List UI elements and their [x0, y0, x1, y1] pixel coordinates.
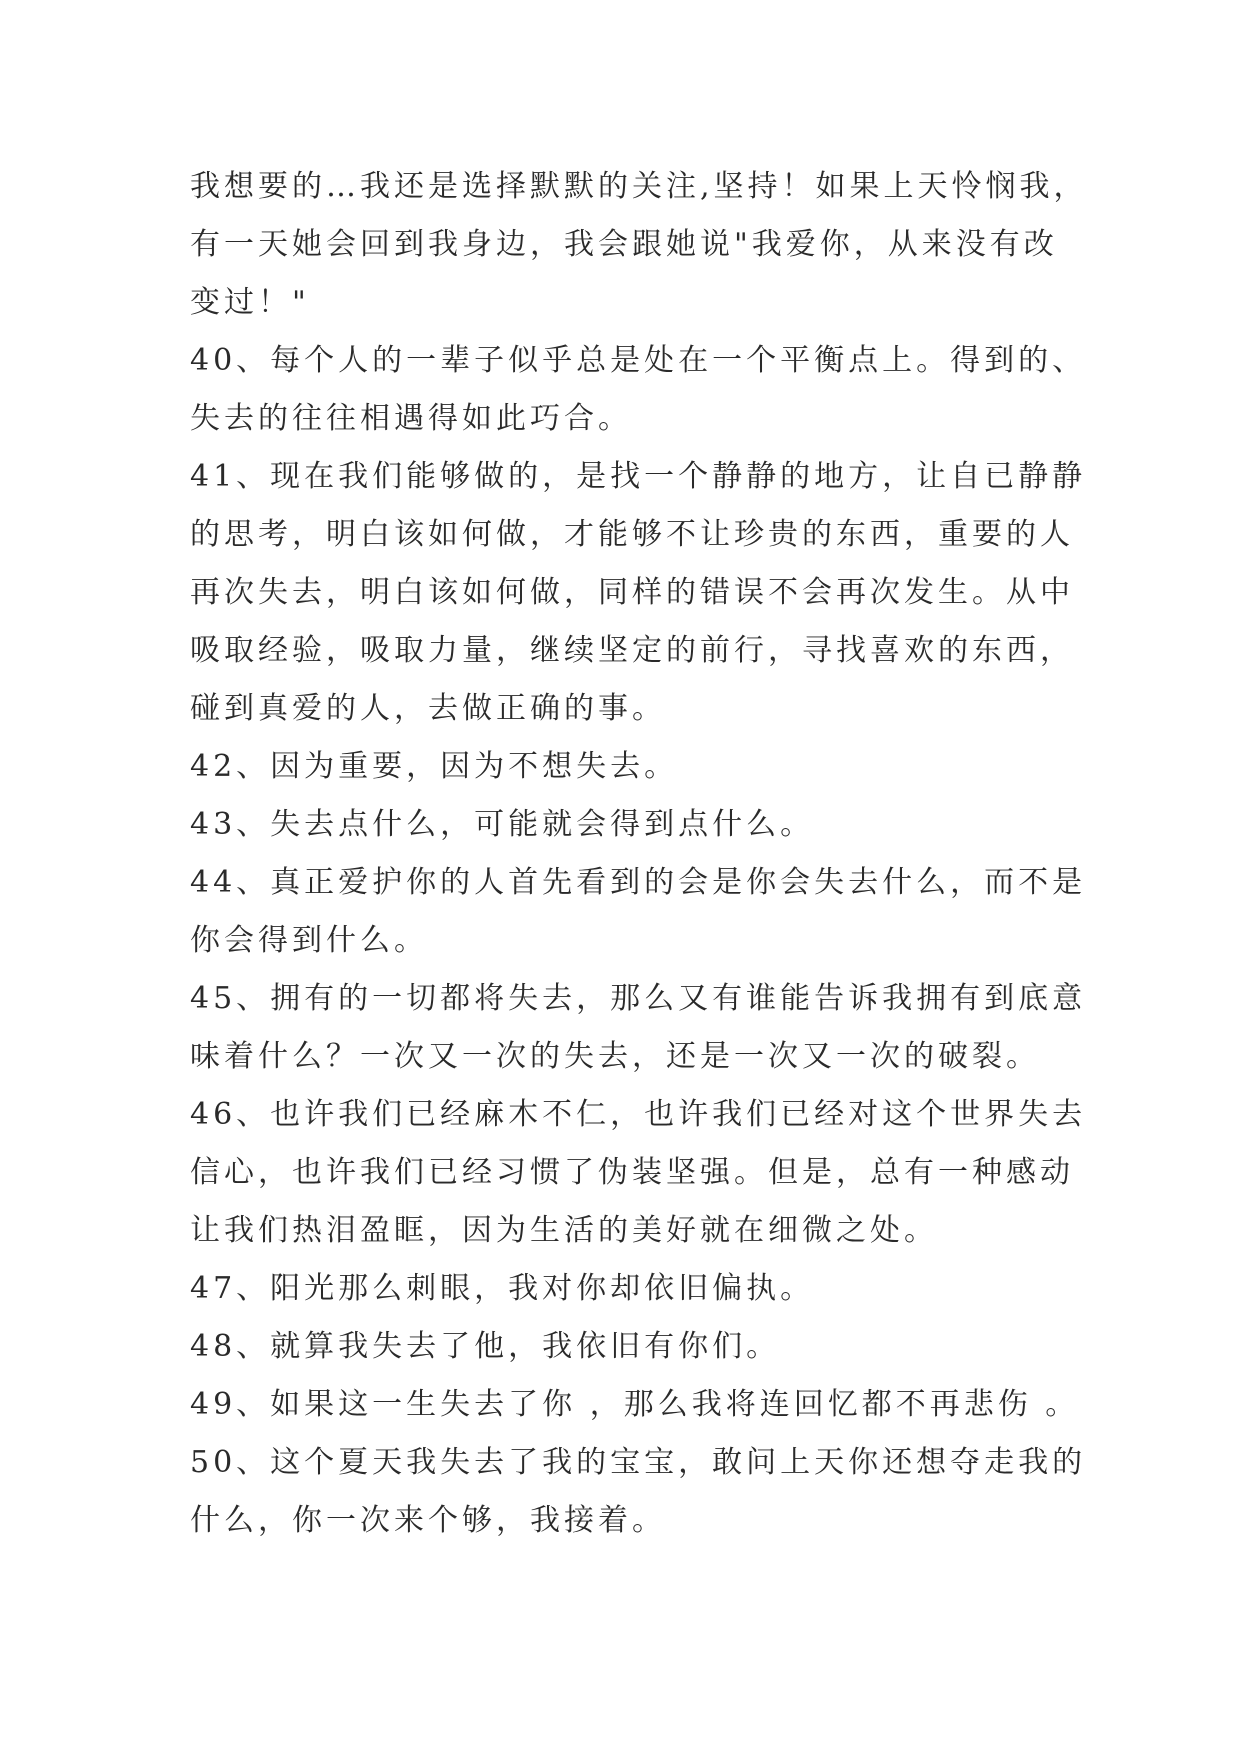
text-line: 吸取经验，吸取力量，继续坚定的前行，寻找喜欢的东西，: [190, 633, 1074, 668]
text-line: 碰到真爱的人，去做正确的事。: [190, 691, 666, 726]
text-line: 有一天她会回到我身边，我会跟她说"我爱你，从来没有改: [190, 227, 1058, 262]
text-line: 我想要的…我还是选择默默的关注,坚持！如果上天怜悯我，: [190, 169, 1088, 204]
text-line: 45、拥有的一切都将失去，那么又有谁能告诉我拥有到底意: [190, 981, 1087, 1016]
text-line: 味着什么？一次又一次的失去，还是一次又一次的破裂。: [190, 1039, 1040, 1074]
document-body: [190, 158, 1090, 1550]
text-line: 40、每个人的一辈子似乎总是处在一个平衡点上。得到的、: [190, 343, 1087, 378]
text-line: 42、因为重要，因为不想失去。: [190, 749, 679, 784]
text-line: 44、真正爱护你的人首先看到的会是你会失去什么，而不是: [190, 865, 1087, 900]
text-line: 43、失去点什么，可能就会得到点什么。: [190, 807, 815, 842]
text-line: 让我们热泪盈眶，因为生活的美好就在细微之处。: [190, 1213, 938, 1248]
text-line: 47、阳光那么刺眼，我对你却依旧偏执。: [190, 1271, 815, 1306]
text-line: 48、就算我失去了他，我依旧有你们。: [190, 1329, 781, 1364]
text-line: 41、现在我们能够做的，是找一个静静的地方，让自已静静: [190, 459, 1087, 494]
text-line: 50、这个夏天我失去了我的宝宝，敢问上天你还想夺走我的: [190, 1445, 1087, 1480]
text-line: 的思考，明白该如何做，才能够不让珍贵的东西，重要的人: [190, 517, 1074, 552]
text-line: 你会得到什么。: [190, 923, 428, 958]
text-line: 49、如果这一生失去了你 ，那么我将连回忆都不再悲伤 。: [190, 1387, 1080, 1422]
text-line: 失去的往往相遇得如此巧合。: [190, 401, 632, 436]
text-line: 什么，你一次来个够，我接着。: [190, 1503, 666, 1538]
text-line: 46、也许我们已经麻木不仁，也许我们已经对这个世界失去: [190, 1097, 1087, 1132]
text-line: 再次失去，明白该如何做，同样的错误不会再次发生。从中: [190, 575, 1074, 610]
text-line: 变过！": [190, 285, 310, 320]
text-line: 信心，也许我们已经习惯了伪装坚强。但是，总有一种感动: [190, 1155, 1074, 1190]
